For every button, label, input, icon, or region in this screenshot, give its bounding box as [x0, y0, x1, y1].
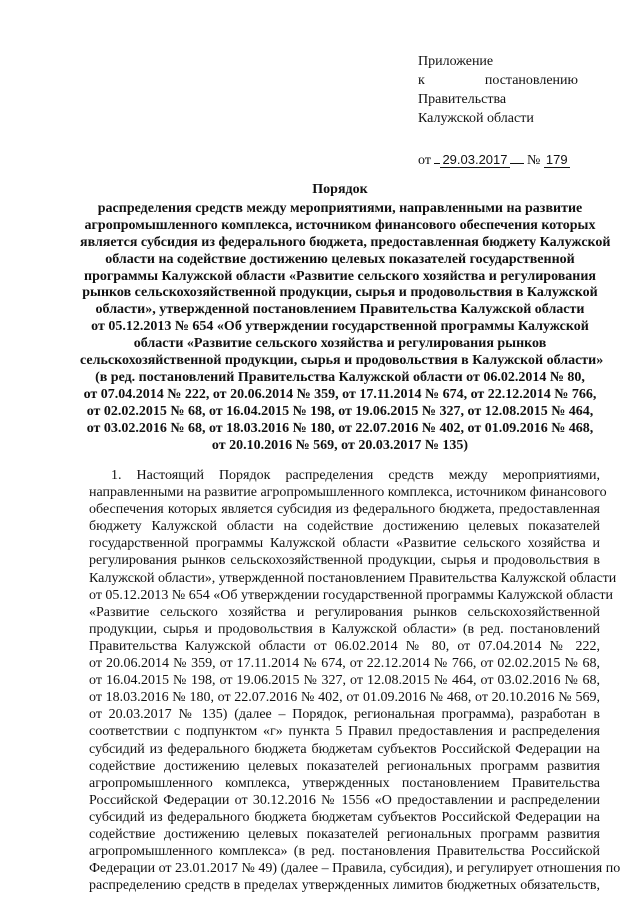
title-line: области на содействие достижению целевых показателей государственной	[105, 251, 575, 267]
body-line: Российской Федерации от 30.12.2016 № 1556 «О предоставлении и распределении	[89, 792, 600, 808]
title-line: от 03.02.2016 № 68, от 18.03.2016 № 180, от 22.07.2016 № 402, от 01.09.2016 № 468,	[86, 420, 594, 436]
title-line: от 20.10.2016 № 569, от 20.03.2017 № 135)	[211, 437, 469, 453]
title-line: сельскохозяйственной продукции, сырья и продовольствия в Калужской области»	[80, 353, 604, 369]
body-line: государственной программы Калужской области «Развитие сельского хозяйства и	[89, 536, 600, 552]
document-title	[80, 182, 611, 455]
body-line: продукции, сырья и продовольствия в Калужской области» (в ред. постановлений	[89, 621, 600, 637]
title-line: агропромышленного комплекса, источником финансового обеспечения которых	[84, 217, 596, 233]
body-line: направленными на развитие агропромышленного комплекса, источником финансового	[89, 485, 607, 501]
body-line: от 20.06.2014 № 359, от 17.11.2014 № 674, от 22.12.2014 № 766, от 02.02.2015 № 68,	[89, 656, 600, 672]
body-line: регулирования рынков сельскохозяйственной продукции, сырья и продовольствия в	[89, 553, 600, 569]
appendix-region: Калужской области	[418, 111, 534, 126]
body-line: «Развитие сельского хозяйства и регулирования рынков сельскохозяйственной	[89, 604, 600, 620]
body-line: бюджету Калужской области на содействие достижению целевых показателей	[89, 519, 600, 535]
title-line: распределения средств между мероприятиями, направленными на развитие	[97, 200, 583, 216]
title-heading: Порядок	[312, 182, 368, 197]
number-sign: №	[527, 153, 541, 168]
appendix-block	[418, 52, 578, 170]
title-line: области», утвержденной постановлением Правительства Калужской области	[95, 302, 585, 318]
body-line: распределению средств в пределах утвержденных лимитов бюджетных обязательств,	[89, 878, 600, 894]
body-line: от 05.12.2013 № 654 «Об утверждении государственной программы Калужской области	[89, 587, 614, 603]
body-line: агропромышленного комплекса, утвержденных постановлением Правительства	[89, 775, 600, 791]
appendix-to-resolution	[418, 71, 578, 90]
appendix-date-number	[418, 150, 578, 170]
title-line: (в ред. постановлений Правительства Калужской области от 06.02.2014 № 80,	[95, 369, 585, 385]
body-line: обеспечения которых является субсидия из федерального бюджета, предоставленная	[89, 502, 600, 518]
resolution-number: 179	[545, 152, 568, 167]
title-line: области «Развитие сельского хозяйства и регулирования рынков	[133, 336, 547, 352]
body-line: 1. Настоящий Порядок распределения средств между мероприятиями,	[111, 468, 600, 483]
date-prefix: от	[418, 153, 431, 168]
title-line: от 05.12.2013 № 654 «Об утверждении государственной программы Калужской	[91, 319, 589, 335]
title-line: от 02.02.2015 № 68, от 16.04.2015 № 198, от 19.06.2015 № 327, от 12.08.2015 № 464,	[86, 403, 594, 419]
paragraph-1	[89, 467, 621, 894]
body-line: агропромышленного комплекса» (в ред. постановления Правительства Российской	[89, 844, 600, 860]
title-line: от 07.04.2014 № 222, от 20.06.2014 № 359, от 17.11.2014 № 674, от 22.12.2014 № 766,	[83, 386, 597, 402]
date-underline-trail	[510, 163, 524, 164]
title-line: рынков сельскохозяйственной продукции, сырья и продовольствия в Калужской	[82, 285, 598, 301]
body-line: Калужской области», утвержденной постановлением Правительства Калужской области	[89, 570, 617, 586]
appendix-government: Правительства	[418, 92, 507, 107]
appendix-resolution-word: постановлению	[484, 73, 578, 88]
body-line: содействие достижению целевых показателей региональных программ развития	[89, 758, 600, 774]
body-line: субсидий из федерального бюджета бюджетам субъектов Российской Федерации на	[89, 809, 600, 825]
appendix-label: Приложение	[418, 54, 494, 69]
body-line: соответствии с подпунктом «г» пункта 5 Правил предоставления и распределения	[89, 724, 600, 740]
body-line: субсидий из федерального бюджета бюджетам субъектов Российской Федерации на	[89, 741, 600, 757]
title-line: программы Калужской области «Развитие сельского хозяйства и регулирования	[84, 268, 596, 284]
title-line: является субсидия из федерального бюджета, предоставленная бюджету Калужской	[80, 234, 611, 250]
body-line: содействие достижению целевых показателей региональных программ развития	[89, 826, 600, 842]
resolution-date: 29.03.2017	[442, 152, 508, 167]
body-line: Правительства Калужской области от 06.02.2014 № 80, от 07.04.2014 № 222,	[89, 638, 600, 654]
body-line: от 16.04.2015 № 198, от 19.06.2015 № 327, от 12.08.2015 № 464, от 03.02.2016 № 68,	[89, 673, 600, 689]
appendix-preposition: к	[418, 73, 425, 88]
body-line: от 18.03.2016 № 180, от 22.07.2016 № 402, от 01.09.2016 № 468, от 20.10.2016 № 569,	[89, 690, 600, 706]
body-line: от 20.03.2017 № 135) (далее – Порядок, региональная программа), разработан в	[89, 707, 600, 723]
body-line: Федерации от 23.01.2017 № 49) (далее – Правила, субсидия), и регулирует отношения по	[89, 861, 621, 877]
